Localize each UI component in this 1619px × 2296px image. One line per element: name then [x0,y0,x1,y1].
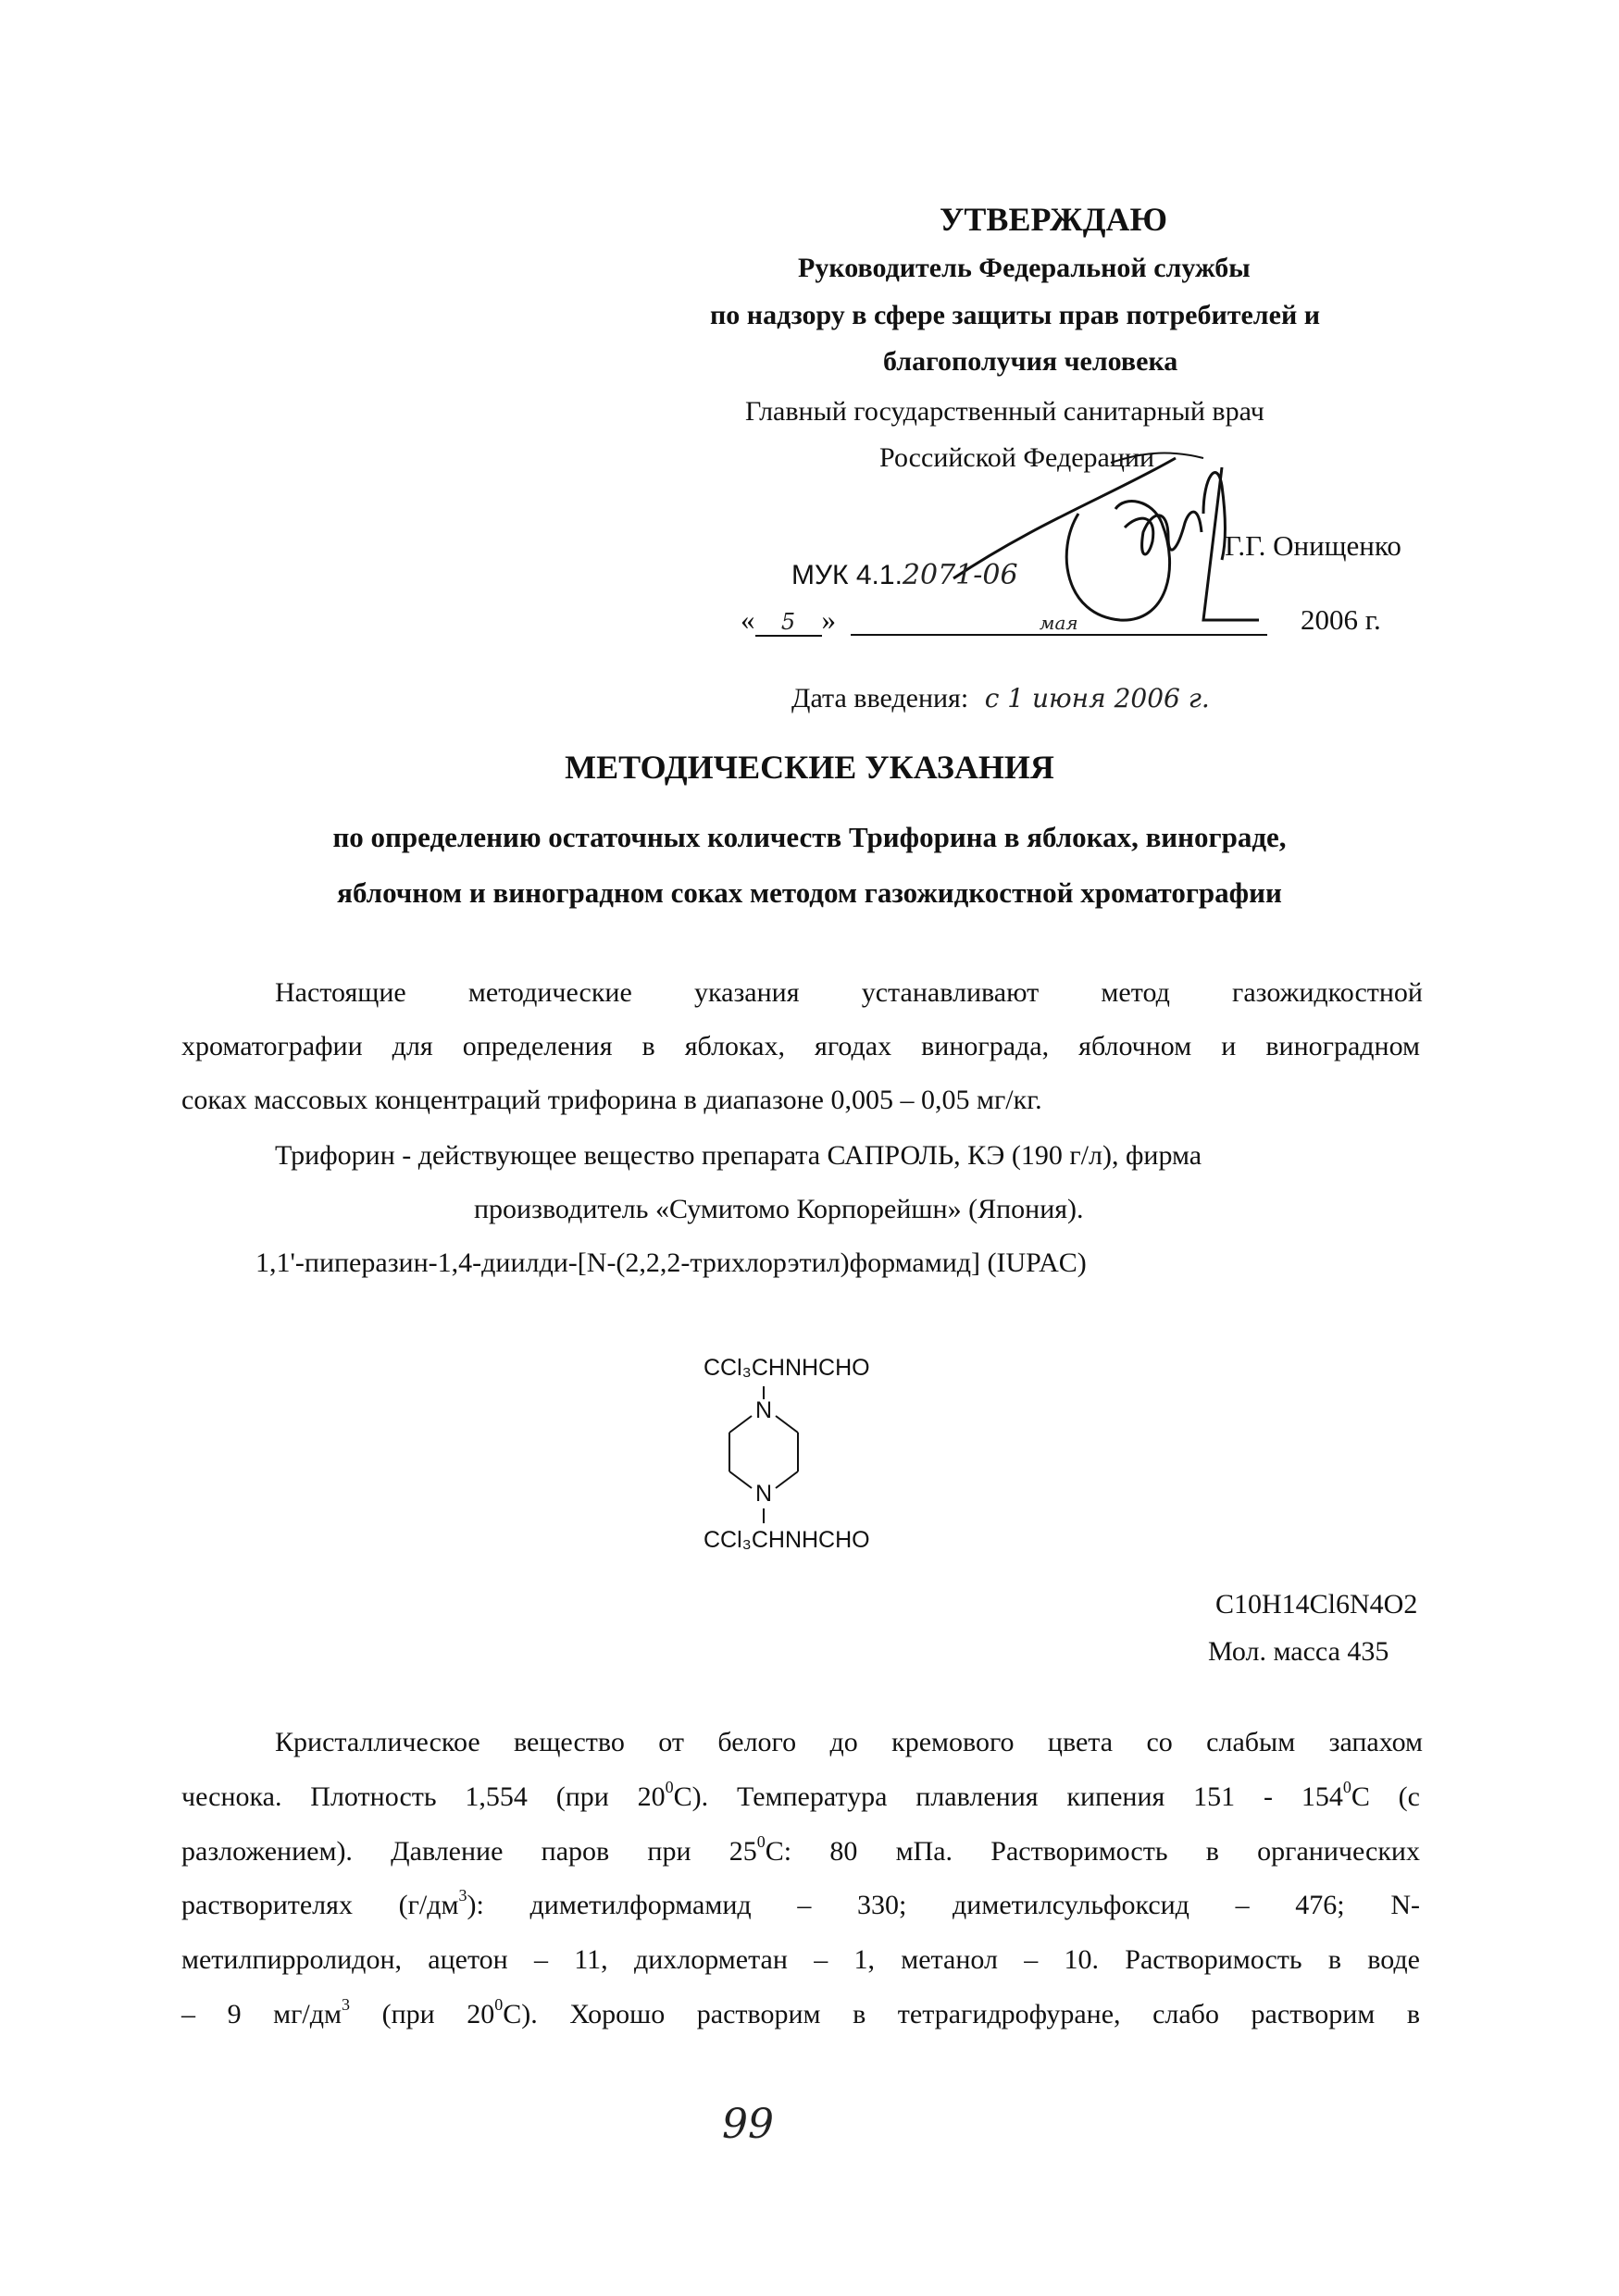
paragraph-2-line-2: производитель «Сумитомо Корпорейшн» (Япония). [474,1194,1084,1224]
properties-line-2: чеснока. Плотность 1,554 (при $20^0С$). Температура плавления кипения $151 - 154^0С$ (с [181,1778,1420,1812]
molecular-mass: Мол. масса 435 [1208,1636,1389,1667]
properties-line-5: метилпирролидон, ацетон – 11, дихлорметан – 1, метанол – 10. Растворимость в воде [181,1944,1420,1975]
muk-number-line [791,559,1018,591]
page-number: 99 [722,2101,774,2148]
paragraph-1-line-3: соках массовых концентраций трифорина в диапазоне 0,005 – 0,05 мг/кг. [181,1085,1042,1115]
date-quote-open: « [741,603,755,636]
paragraph-1-line-2: хроматографии для определения в яблоках, ягодах винограда, яблочном и виноградном [181,1031,1420,1061]
properties-line-6: – 9 $мг/дм^3$ (при $20^0С$). Хорошо растворим в тетрагидрофуране, слабо растворим в [181,1995,1420,2029]
document-subtitle-line-1: по определению остаточных количеств Трифорина в яблоках, винограде, [332,821,1287,853]
structure-bottom-group: CCl₃CHNHCHO [704,1527,870,1553]
date-quote-close: » [821,603,836,636]
approval-line-3: благополучия человека [883,346,1178,377]
approval-date-line [741,603,1267,637]
approval-line-1: Руководитель Федеральной службы [798,253,1251,283]
properties-line-1: Кристаллическое вещество от белого до кремового цвета со слабым запахом [275,1727,1423,1757]
introduction-date-label: Дата введения: [791,683,969,714]
approval-line-5: Российской Федерации [879,442,1155,473]
ring-nitrogen-top: N [755,1397,773,1423]
properties-line-4: растворителях $(г/дм^3)$: диметилформамид – 330; диметилсульфоксид – 476; N- [181,1886,1420,1920]
paragraph-2-line-1: Трифорин - действующее вещество препарата САПРОЛЬ, КЭ (190 г/л), фирма [275,1140,1202,1171]
paragraph-1-line-1: Настоящие методические указания устанавливают метод газожидкостной [275,977,1423,1008]
signer-name: Г.Г. Онищенко [1225,529,1401,562]
properties-line-3: разложением). Давление паров при $25^0С$: 80 мПа. Растворимость в органических [181,1832,1420,1867]
molecular-formula: C10H14Cl6N4O2 [1215,1589,1418,1620]
introduction-date-value: с 1 июня 2006 г. [984,683,1210,714]
document-subtitle-line-2: яблочном и виноградном соках методом газожидкостной хроматографии [337,876,1282,909]
approval-line-2: по надзору в сфере защиты прав потребителей и [710,300,1321,330]
muk-number: 2071-06 [902,559,1018,591]
introduction-date [791,683,1210,714]
iupac-name: 1,1'-пиперазин-1,4-диилди-[N-(2,2,2-трихлорэтил)формамид] (IUPAC) [255,1247,1087,1278]
date-year: 2006 г. [1301,603,1381,636]
document-title: МЕТОДИЧЕСКИЕ УКАЗАНИЯ [565,749,1054,786]
approval-line-4: Главный государственный санитарный врач [745,396,1264,427]
date-day: 5 [755,609,822,637]
approval-heading: УТВЕРЖДАЮ [940,201,1168,238]
date-month: мая [851,612,1267,636]
structure-top-group: CCl₃CHNHCHO [704,1355,870,1381]
ring-nitrogen-bottom: N [755,1481,773,1507]
muk-label: МУК 4.1. [791,560,903,590]
